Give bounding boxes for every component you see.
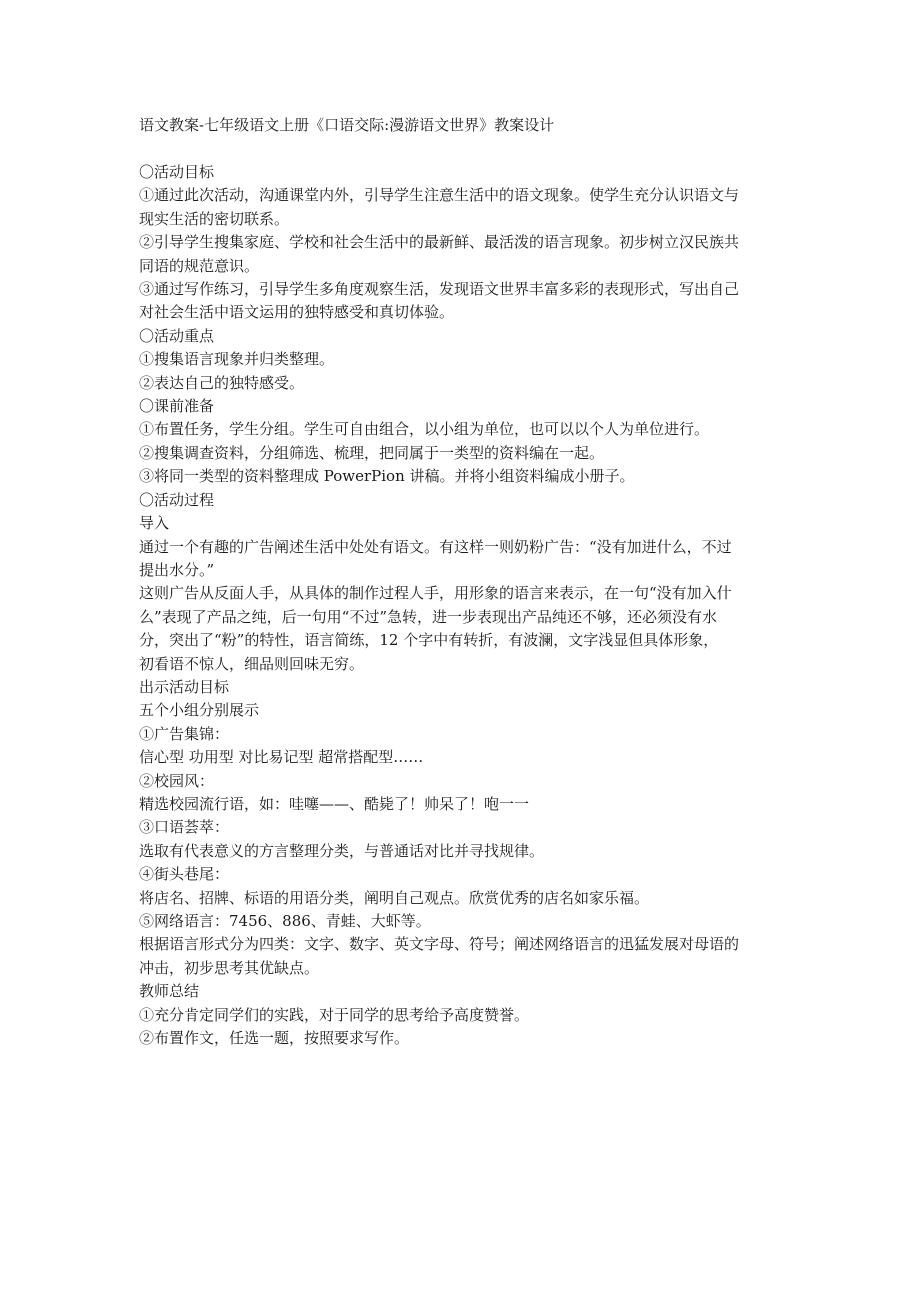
document-line: 精选校园流行语，如：哇噻——、酷毙了！帅呆了！咆一一 [139,794,530,813]
document-line: ①搜集语言现象并归类整理。 [139,350,335,369]
document-line: ②搜集调查资料，分组筛选、梳理，把同属于一类型的资料编在一起。 [139,443,605,462]
document-line: ⑤网络语言：7456、886、青蛙、大虾等。 [139,912,431,930]
document-line: 提出水分。” [139,560,215,579]
document-line: ②引导学生搜集家庭、学校和社会生活中的最新鲜、最活泼的语言现象。初步树立汉民族共 [139,233,740,252]
document-line: 初看语不惊人，细品则回味无穷。 [139,654,365,673]
document-line: ④街头巷尾： [139,865,230,884]
document-line: ②表达自己的独特感受。 [139,373,305,392]
document-line: ②校园风： [139,771,215,790]
document-line: 冲击，初步思考其优缺点。 [139,958,320,977]
document-line: ①布置任务，学生分组。学生可自由组合，以小组为单位，也可以以个人为单位进行。 [139,420,710,439]
document-line: ②布置作文，任选一题，按照要求写作。 [139,1029,410,1048]
document-line: 根据语言形式分为四类：文字、数字、英文字母、符号；阐述网络语言的迅猛发展对母语的 [139,935,740,954]
document-line: 同语的规范意识。 [139,256,260,275]
document-line: 导入 [139,514,170,533]
document-line: ③口语荟萃： [139,818,230,837]
document-line: 〇活动过程 [139,490,215,509]
document-title: 语文教案-七年级语文上册《口语交际:漫游语文世界》教案设计 [139,116,555,134]
document-line: ①通过此次活动，沟通课堂内外，引导学生注意生活中的语文现象。使学生充分认识语文与 [139,186,740,205]
document-line: 出示活动目标 [139,677,230,696]
document-line: 〇课前准备 [139,397,215,416]
document-line: 通过一个有趣的广告阐述生活中处处有语文。有这样一则奶粉广告：“没有加进什么，不过 [139,537,732,556]
document-line: ①广告集锦： [139,724,230,743]
document-line: 分，突出了“粉”的特性，语言简练，12 个字中有转折，有波澜，文字浅显但具体形象， [139,631,719,650]
document-line: 现实生活的密切联系。 [139,209,290,228]
document-line: 将店名、招牌、标语的用语分类，阐明自己观点。欣赏优秀的店名如家乐福。 [139,888,650,907]
document-line: 教师总结 [139,982,200,1001]
document-line: 〇活动重点 [139,326,215,345]
document-line: 〇活动目标 [139,163,215,181]
document-body [139,161,789,1050]
document-line: 选取有代表意义的方言整理分类，与普通话对比并寻找规律。 [139,841,545,860]
document-line: ③通过写作练习，引导学生多角度观察生活，发现语文世界丰富多彩的表现形式，写出自己 [139,280,740,299]
document-line: 么”表现了产品之纯，后一句用“不过”急转，进一步表现出产品纯还不够，还必须没有水 [139,607,718,626]
document-line: 信心型 功用型 对比易记型 超常搭配型…… [139,748,424,767]
document-line: ①充分肯定同学们的实践，对于同学的思考给予高度赞誉。 [139,1005,530,1024]
document-line: 这则广告从反面人手，从具体的制作过程人手，用形象的语言来表示，在一句“没有加入什 [139,584,732,603]
document-line: 五个小组分别展示 [139,701,260,720]
document-line: ③将同一类型的资料整理成 PowerPion 讲稿。并将小组资料编成小册子。 [139,467,635,486]
document-line: 对社会生活中语文运用的独特感受和真切体验。 [139,303,455,322]
